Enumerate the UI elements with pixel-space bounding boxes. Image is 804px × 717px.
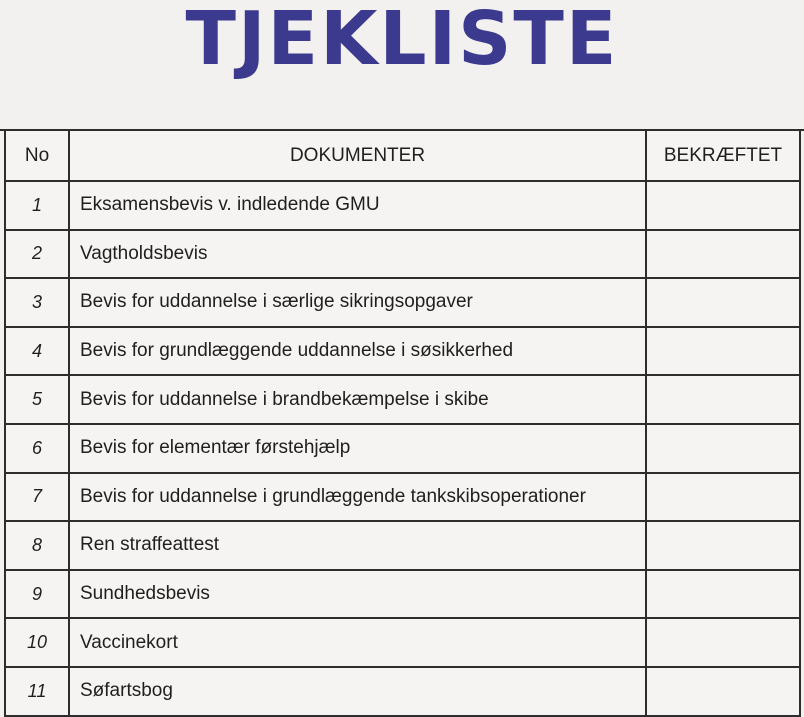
confirmed-cell [646,570,800,619]
table-row [5,667,800,716]
row-number: 6 [5,424,69,473]
checklist-table [4,129,801,717]
page-title: TJEKLISTE [185,0,619,82]
table-row [5,230,800,279]
row-number: 11 [5,667,69,716]
table-row [5,181,800,230]
row-number: 7 [5,473,69,522]
confirmed-cell [646,230,800,279]
table-row [5,278,800,327]
row-number: 1 [5,181,69,230]
column-header-dokumenter: DOKUMENTER [69,130,646,181]
table-row [5,473,800,522]
table-row [5,618,800,667]
header-row [5,130,800,181]
document-name: Sundhedsbevis [69,570,646,619]
column-header-bekraeftet: BEKRÆFTET [646,130,800,181]
row-number: 3 [5,278,69,327]
row-number: 5 [5,375,69,424]
row-number: 2 [5,230,69,279]
document-name: Søfartsbog [69,667,646,716]
document-name: Vagtholdsbevis [69,230,646,279]
document-name: Vaccinekort [69,618,646,667]
confirmed-cell [646,424,800,473]
confirmed-cell [646,667,800,716]
confirmed-cell [646,473,800,522]
column-header-no: No [5,130,69,181]
table-row [5,570,800,619]
table-row [5,375,800,424]
document-name: Eksamensbevis v. indledende GMU [69,181,646,230]
document-name: Ren straffeattest [69,521,646,570]
document-name: Bevis for uddannelse i særlige sikringsopgaver [69,278,646,327]
row-number: 10 [5,618,69,667]
confirmed-cell [646,278,800,327]
confirmed-cell [646,521,800,570]
row-number: 4 [5,327,69,376]
document-name: Bevis for uddannelse i brandbekæmpelse i skibe [69,375,646,424]
row-number: 9 [5,570,69,619]
table-row [5,327,800,376]
row-number: 8 [5,521,69,570]
document-name: Bevis for elementær førstehjælp [69,424,646,473]
confirmed-cell [646,181,800,230]
table-row [5,424,800,473]
confirmed-cell [646,375,800,424]
confirmed-cell [646,327,800,376]
document-name: Bevis for grundlæggende uddannelse i søsikkerhed [69,327,646,376]
confirmed-cell [646,618,800,667]
document-name: Bevis for uddannelse i grundlæggende tankskibsoperationer [69,473,646,522]
table-row [5,521,800,570]
